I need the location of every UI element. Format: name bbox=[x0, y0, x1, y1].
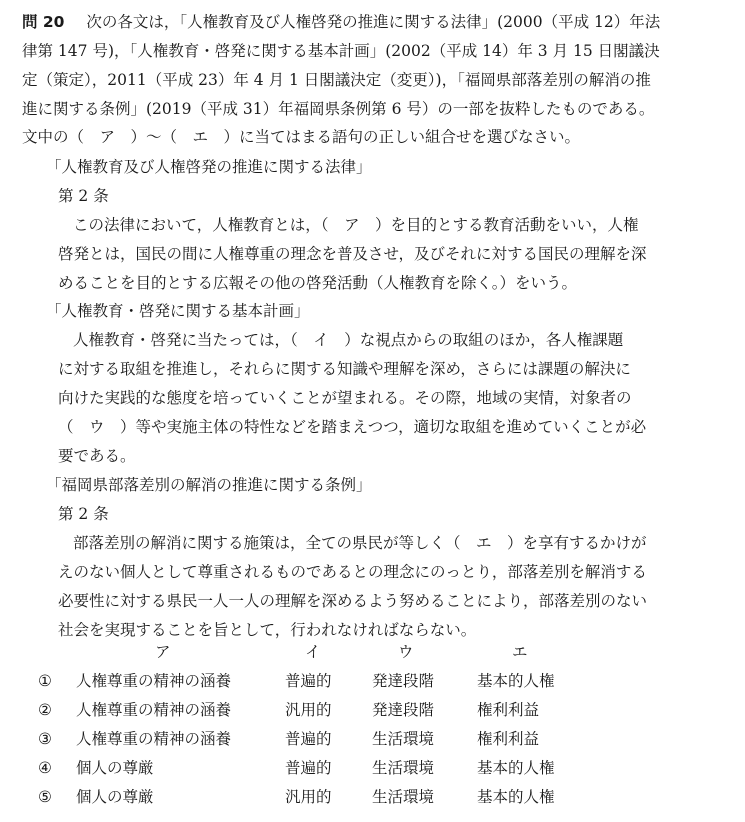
law-body-line-2: 啓発とは，国民の間に人権尊重の理念を普及させ，及びそれに対する国民の理解を深 bbox=[58, 245, 647, 263]
option-a: 人権尊重の精神の涵養 bbox=[76, 730, 232, 748]
law-body-line-1: この法律において，人権教育とは，（ ア ）を目的とする教育活動をいい，人権 bbox=[73, 216, 639, 234]
answer-option[interactable] bbox=[0, 669, 745, 693]
answer-option[interactable] bbox=[0, 698, 745, 722]
header-a: ア bbox=[155, 643, 171, 661]
option-i: 普遍的 bbox=[285, 730, 332, 748]
option-e: 基本的人権 bbox=[477, 759, 555, 777]
option-a: 人権尊重の精神の涵養 bbox=[76, 672, 232, 690]
question-intro-line-3: 定（策定），2011（平成 23）年 4 月 1 日閣議決定（変更）)，「福岡県部落差別の解消の推 bbox=[22, 71, 651, 89]
ordinance-body-line-2: えのない個人として尊重されるものであるとの理念にのっとり，部落差別を解消する bbox=[58, 563, 647, 581]
header-e: エ bbox=[512, 643, 528, 661]
option-a: 個人の尊厳 bbox=[76, 759, 154, 777]
option-u: 生活環境 bbox=[372, 730, 435, 748]
plan-body-line-1: 人権教育・啓発に当たっては，（ イ ）な視点からの取組のほか，各人権課題 bbox=[73, 331, 624, 349]
option-u: 生活環境 bbox=[372, 759, 435, 777]
option-e: 権利利益 bbox=[477, 701, 540, 719]
option-i: 汎用的 bbox=[285, 788, 332, 806]
option-i: 普遍的 bbox=[285, 759, 332, 777]
option-u: 生活環境 bbox=[372, 788, 435, 806]
option-a: 個人の尊厳 bbox=[76, 788, 154, 806]
plan-body-line-4: （ ウ ）等や実施主体の特性などを踏まえつつ，適切な取組を進めていくことが必 bbox=[58, 418, 647, 436]
option-number: ④ bbox=[38, 759, 52, 777]
ordinance-body-line-3: 必要性に対する県民一人一人の理解を深めるよう努めることにより，部落差別のない bbox=[58, 592, 648, 610]
question-number: 問 20 bbox=[22, 13, 65, 31]
option-e: 権利利益 bbox=[477, 730, 540, 748]
ordinance-article: 第 2 条 bbox=[58, 505, 109, 523]
option-i: 汎用的 bbox=[285, 701, 332, 719]
option-u: 発達段階 bbox=[372, 701, 435, 719]
option-e: 基本的人権 bbox=[477, 788, 555, 806]
header-u: ウ bbox=[398, 643, 414, 661]
option-number: ③ bbox=[38, 730, 52, 748]
option-a: 人権尊重の精神の涵養 bbox=[76, 701, 232, 719]
answer-option[interactable] bbox=[0, 756, 745, 780]
question-intro-line-1 bbox=[22, 12, 660, 32]
question-intro-line-5: 文中の（ ア ）～（ エ ）に当てはまる語句の正しい組合せを選びなさい。 bbox=[22, 128, 581, 146]
answer-option[interactable] bbox=[0, 785, 745, 809]
question-intro-line-2: 律第 147 号)，「人権教育・啓発に関する基本計画」(2002（平成 14）年 3 月 15 日閣議決 bbox=[22, 42, 660, 60]
option-u: 発達段階 bbox=[372, 672, 435, 690]
question-intro-text-1: 次の各文は，「人権教育及び人権啓発の推進に関する法律」(2000（平成 12）年法 bbox=[86, 13, 661, 31]
option-number: ② bbox=[38, 701, 52, 719]
ordinance-body-line-4: 社会を実現することを旨として，行われなければならない。 bbox=[58, 621, 477, 639]
plan-body-line-3: 向けた実践的な態度を培っていくことが望まれる。その際，地域の実情，対象者の bbox=[58, 389, 632, 407]
question-intro-line-4: 進に関する条例」(2019（平成 31）年福岡県条例第 6 号）の一部を抜粋したものである。 bbox=[22, 100, 655, 118]
option-i: 普遍的 bbox=[285, 672, 332, 690]
law-article: 第 2 条 bbox=[58, 187, 109, 205]
plan-title: 「人権教育・啓発に関する基本計画」 bbox=[46, 302, 310, 320]
option-number: ① bbox=[38, 672, 52, 690]
header-i: イ bbox=[305, 643, 321, 661]
plan-body-line-5: 要である。 bbox=[58, 447, 136, 465]
option-number: ⑤ bbox=[38, 788, 52, 806]
answer-option[interactable] bbox=[0, 727, 745, 751]
law-body-line-3: めることを目的とする広報その他の啓発活動（人権教育を除く。）をいう。 bbox=[58, 274, 577, 292]
answer-table-header bbox=[0, 640, 745, 664]
plan-body-line-2: に対する取組を推進し，それらに関する知識や理解を深め，さらには課題の解決に bbox=[58, 360, 631, 378]
ordinance-body-line-1: 部落差別の解消に関する施策は，全ての県民が等しく（ エ ）を享有するかけが bbox=[73, 534, 647, 552]
ordinance-title: 「福岡県部落差別の解消の推進に関する条例」 bbox=[46, 476, 372, 494]
option-e: 基本的人権 bbox=[477, 672, 555, 690]
law-title: 「人権教育及び人権啓発の推進に関する法律」 bbox=[46, 158, 372, 176]
